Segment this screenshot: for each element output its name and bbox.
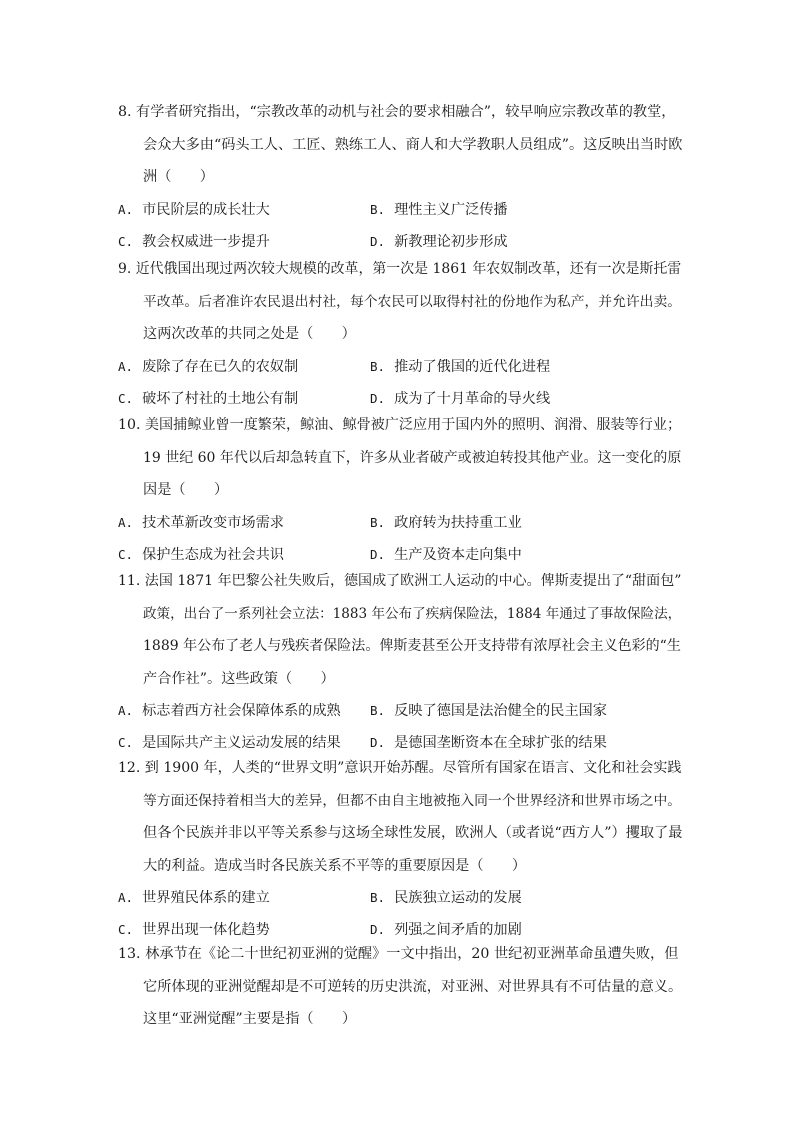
options-row — [118, 194, 684, 226]
option-a — [118, 882, 270, 914]
stem-line: 大的利益。造成当时各民族关系不平等的重要原因是（ ） — [143, 857, 527, 874]
option-letter: A. — [118, 890, 134, 905]
option-letter: B. — [370, 703, 386, 718]
option-letter: D. — [370, 546, 386, 562]
stem-line: 12. 到 1900 年，人类的“世界文明”意识开始苏醒。尽管所有国家在语言、文化和社会实践 — [118, 760, 682, 776]
question-9 — [118, 253, 684, 415]
stem-line: 1889 年公布了老人与残疾者保险法。俾斯麦甚至公开支持带有浓厚社会主义色彩的“生 — [143, 638, 681, 654]
stem-line: 这里“亚洲觉醒”主要是指（ ） — [143, 1011, 357, 1027]
question-stem — [118, 752, 684, 882]
option-letter: C. — [118, 922, 134, 937]
option-a — [118, 695, 341, 727]
options-row — [118, 882, 684, 914]
stem-line: 会众大多由“码头工人、工匠、熟练工人、商人和大学教职人员组成”。这反映出当时欧 — [143, 136, 683, 153]
stem-line: 产合作社”。这些政策（ ） — [143, 670, 335, 687]
option-letter: C. — [118, 233, 134, 249]
option-b — [370, 194, 508, 226]
stem-line: 政策，出台了一系列社会立法：1883 年公布了疾病保险法，1884 年通过了事故保险法， — [143, 605, 682, 622]
option-text: 废除了存在已久的农奴制 — [142, 358, 299, 375]
option-text: 破坏了村社的土地公有制 — [142, 390, 299, 407]
options-row — [118, 695, 684, 727]
option-text: 标志着西方社会保障体系的成熟 — [142, 703, 341, 719]
option-text: 教会权威进一步提升 — [142, 233, 270, 250]
option-letter: A. — [118, 201, 134, 217]
stem-line: 11. 法国 1871 年巴黎公社失败后，德国成了欧洲工人运动的中心。俾斯麦提出了“甜面包” — [118, 573, 682, 589]
option-text: 反映了德国是法治健全的民主国家 — [394, 703, 607, 719]
stem-line: 平改革。后者准许农民退出村社，每个农民可以取得村社的份地作为私产，并允许出卖。 — [143, 293, 682, 310]
option-text: 民族独立运动的发展 — [394, 890, 522, 906]
option-b — [370, 882, 522, 914]
option-text: 世界出现一体化趋势 — [142, 922, 270, 938]
option-text: 市民阶层的成长壮大 — [142, 201, 270, 218]
option-text: 生产及资本走向集中 — [394, 546, 522, 563]
option-letter: A. — [118, 703, 134, 718]
option-letter: C. — [118, 735, 134, 750]
options-row — [118, 351, 684, 383]
option-text: 新教理论初步形成 — [394, 233, 508, 250]
option-b — [370, 351, 550, 383]
option-text: 保护生态成为社会共识 — [142, 546, 284, 563]
stem-line: 9. 近代俄国出现过两次较大规模的改革，第一次是 1861 年农奴制改革，还有一次是斯托雷 — [118, 261, 682, 277]
option-a — [118, 194, 270, 226]
option-text: 理性主义广泛传播 — [394, 201, 508, 218]
option-a — [118, 507, 284, 539]
question-stem — [118, 938, 684, 1036]
stem-line: 8. 有学者研究指出，“宗教改革的动机与社会的要求相融合”，较早响应宗教改革的教堂， — [118, 104, 676, 120]
question-stem — [118, 96, 684, 194]
question-stem — [118, 409, 684, 507]
stem-line: 10. 美国捕鲸业曾一度繁荣，鲸油、鲸骨被广泛应用于国内外的照明、润滑、服装等行业； — [118, 417, 682, 433]
option-text: 成为了十月革命的导火线 — [394, 390, 551, 407]
option-letter: A. — [118, 358, 134, 374]
option-text: 世界殖民体系的建立 — [142, 890, 270, 906]
options-row — [118, 507, 684, 539]
question-13 — [118, 938, 684, 1036]
option-letter: B. — [370, 201, 386, 217]
question-11 — [118, 565, 684, 759]
question-8 — [118, 96, 684, 258]
stem-line: 19 世纪 60 年代以后却急转直下，许多从业者破产或被迫转投其他产业。这一变化的原 — [143, 449, 682, 466]
option-text: 是德国垄断资本在全球扩张的结果 — [394, 735, 607, 751]
option-b — [370, 695, 607, 727]
question-stem — [118, 565, 684, 695]
question-10 — [118, 409, 684, 571]
option-text: 政府转为扶持重工业 — [394, 514, 522, 531]
option-letter: B. — [370, 890, 386, 905]
question-stem — [118, 253, 684, 351]
stem-line: 等方面还保持着相当大的差异，但都不由自主地被拖入同一个世界经济和世界市场之中。 — [143, 792, 682, 809]
option-text: 技术革新改变市场需求 — [142, 514, 284, 531]
option-letter: C. — [118, 390, 134, 406]
option-text: 列强之间矛盾的加剧 — [394, 922, 522, 938]
question-12 — [118, 752, 684, 946]
option-letter: B. — [370, 514, 386, 530]
stem-line: 因是（ ） — [143, 482, 229, 498]
option-letter: A. — [118, 514, 134, 530]
stem-line: 13. 林承节在《论二十世纪初亚洲的觉醒》一文中指出，20 世纪初亚洲革命虽遭失败，但 — [118, 946, 679, 962]
option-letter: D. — [370, 922, 386, 937]
stem-line: 它所体现的亚洲觉醒却是不可逆转的历史洪流，对亚洲、对世界具有不可估量的意义。 — [143, 978, 683, 995]
option-b — [370, 507, 522, 539]
stem-line: 这两次改革的共同之处是（ ） — [143, 326, 356, 342]
option-a — [118, 351, 298, 383]
option-letter: C. — [118, 546, 134, 562]
option-letter: D. — [370, 390, 386, 406]
option-text: 是国际共产主义运动发展的结果 — [142, 735, 341, 751]
option-text: 推动了俄国的近代化进程 — [394, 358, 551, 375]
option-letter: D. — [370, 735, 386, 750]
stem-line: 但各个民族并非以平等关系参与这场全球性发展，欧洲人（或者说“西方人”）攫取了最 — [143, 825, 683, 841]
option-letter: D. — [370, 233, 386, 249]
option-letter: B. — [370, 358, 386, 374]
stem-line: 洲（ ） — [143, 169, 214, 185]
